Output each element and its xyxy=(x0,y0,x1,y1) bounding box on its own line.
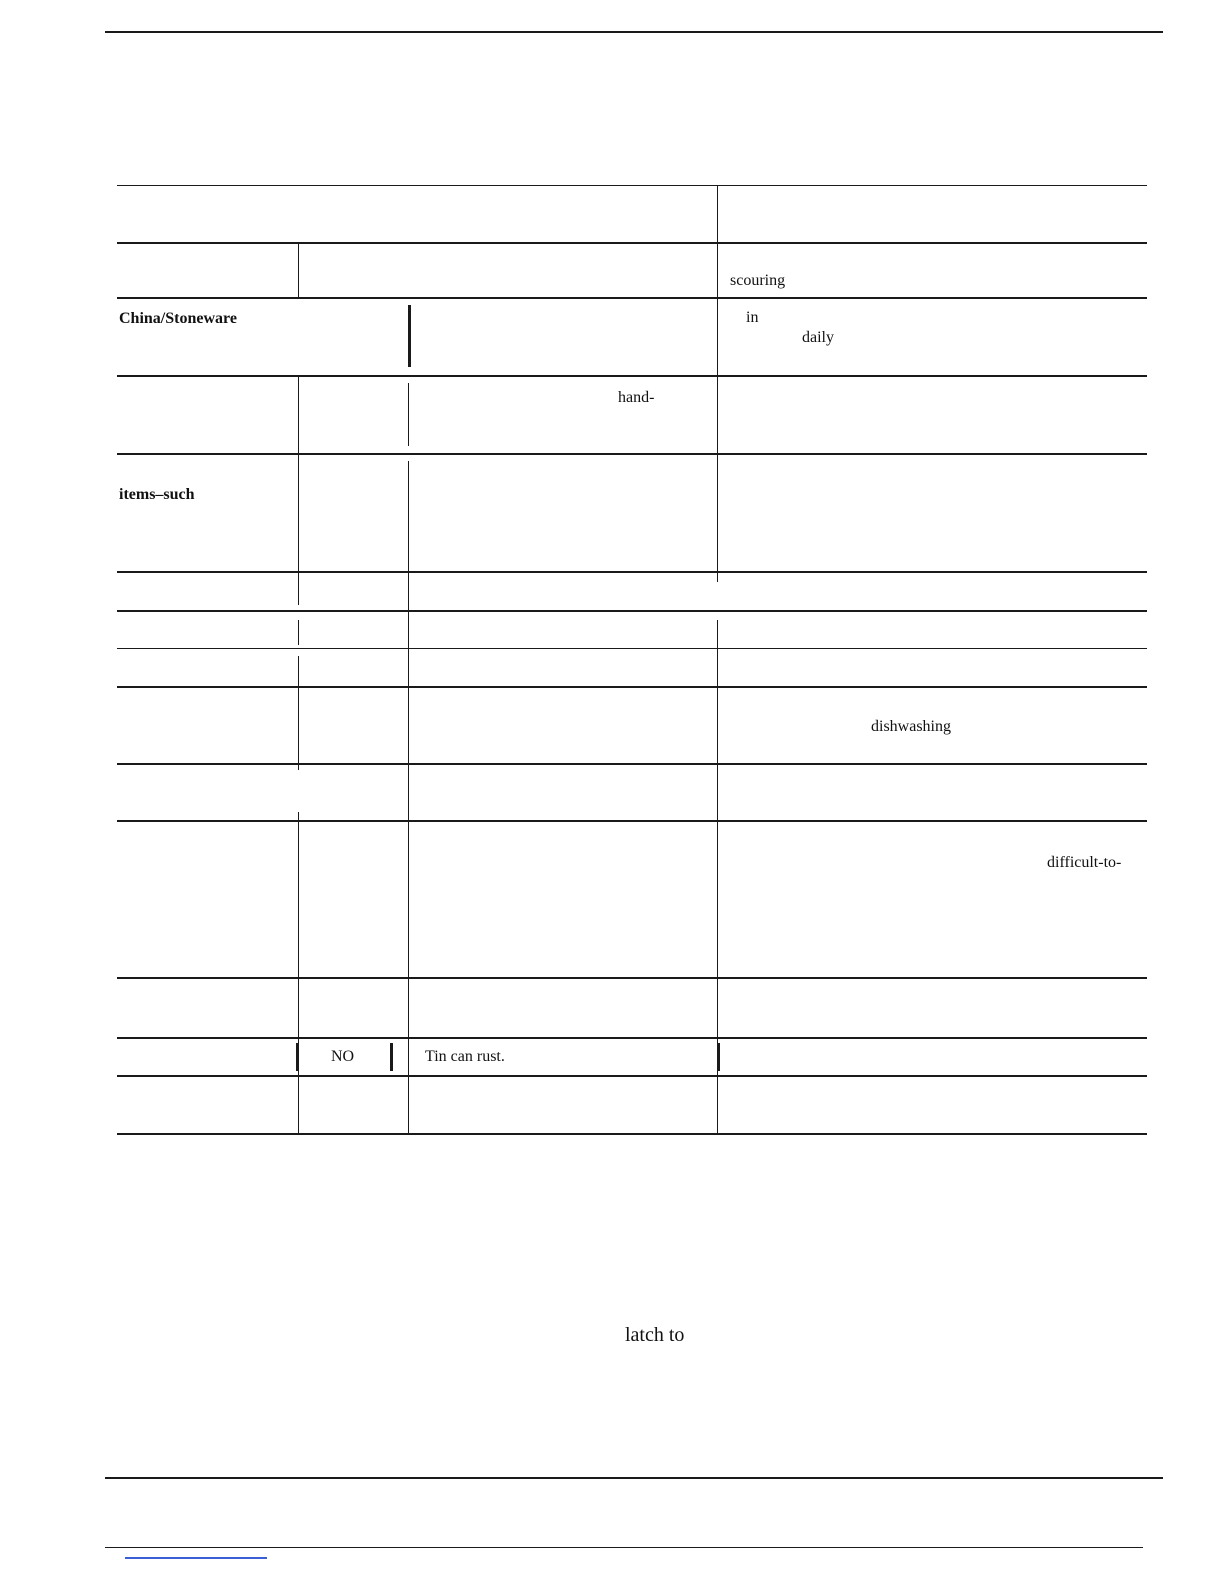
footer-rule xyxy=(105,1547,1143,1548)
scouring-text: scouring xyxy=(730,272,786,289)
col-divider xyxy=(408,461,409,610)
table-rule xyxy=(117,242,1147,244)
china-in-text: in xyxy=(746,309,759,326)
col-divider xyxy=(298,656,299,770)
table-rule xyxy=(117,571,1147,573)
col-divider xyxy=(408,612,409,820)
table-rule xyxy=(117,686,1147,688)
table-rule xyxy=(117,610,1147,612)
col-divider xyxy=(296,1043,299,1071)
top-rule xyxy=(105,31,1163,33)
dishwashing-text: dishwashing xyxy=(871,718,951,735)
col-divider xyxy=(298,812,299,1135)
table-rule xyxy=(117,297,1147,299)
table-rule xyxy=(117,648,1147,649)
difficult-to-text: difficult-to- xyxy=(1047,854,1122,871)
items-such-label: items–such xyxy=(119,486,195,503)
table-rule xyxy=(117,375,1147,377)
col-divider xyxy=(298,620,299,645)
tin-answer: NO xyxy=(331,1048,355,1065)
china-stoneware-label: China/Stoneware xyxy=(119,310,237,327)
table-rule xyxy=(117,977,1147,979)
col-divider xyxy=(298,244,299,297)
col-divider xyxy=(717,1043,720,1071)
col-divider xyxy=(717,185,718,582)
col-divider xyxy=(408,305,411,367)
tin-note: Tin can rust. xyxy=(425,1048,505,1065)
china-daily-text: daily xyxy=(802,329,834,346)
hand-text: hand- xyxy=(618,389,655,406)
table-rule xyxy=(117,1075,1147,1077)
latch-text: latch to xyxy=(625,1324,685,1346)
table-rule xyxy=(117,453,1147,455)
table-rule xyxy=(117,1133,1147,1135)
col-divider xyxy=(298,375,299,605)
col-divider xyxy=(408,383,409,446)
col-divider xyxy=(390,1043,393,1071)
table-rule xyxy=(117,185,1147,186)
table-rule xyxy=(117,1037,1147,1039)
bottom-rule xyxy=(105,1477,1163,1479)
col-divider xyxy=(408,820,409,1135)
table-rule xyxy=(117,820,1147,822)
footer-link-underline xyxy=(125,1557,267,1559)
table-rule xyxy=(117,763,1147,765)
